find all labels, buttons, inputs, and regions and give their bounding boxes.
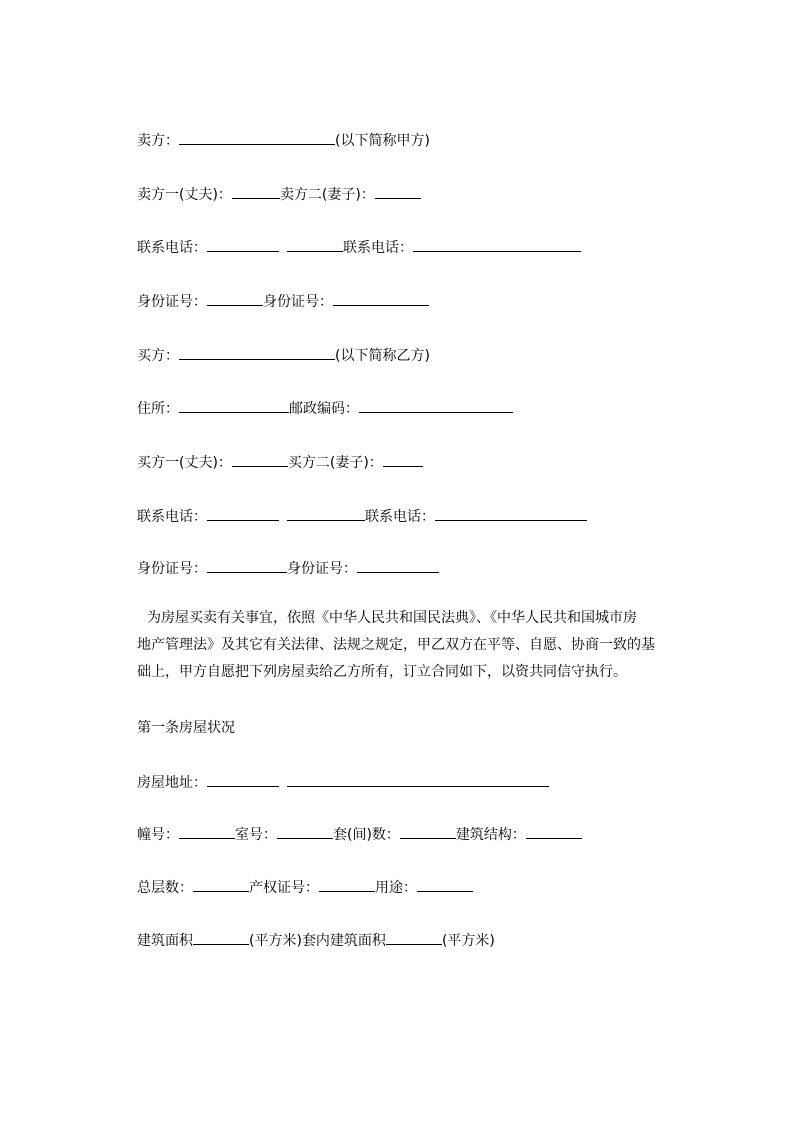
buyer-line: [137, 345, 430, 365]
buyer-address-blank: [179, 398, 289, 413]
seller-suffix: (以下简称甲方): [335, 133, 430, 149]
seller-wife-label: 卖方二(妻子)：: [279, 187, 375, 203]
buyer-postcode-label: 邮政编码：: [289, 401, 359, 417]
seller-id-label: 身份证号：: [137, 294, 207, 310]
seller-line: [137, 130, 430, 150]
deed-label: 产权证号：: [249, 880, 319, 896]
seller-id-blank-2: [333, 291, 429, 306]
buyer-spouse-line: [137, 452, 423, 472]
usage-label: 用途：: [375, 880, 417, 896]
buyer-address-line: [137, 398, 513, 418]
buyer-wife-label: 买方二(妻子)：: [287, 455, 383, 471]
preamble-line-3: 础上，甲方自愿把下列房屋卖给乙方所有，订立合同如下，以资共同信守执行。: [137, 664, 627, 680]
seller-phone-blank-2: [287, 237, 343, 252]
buyer-phone-line: [137, 506, 587, 526]
buyer-phone-label: 联系电话：: [137, 509, 207, 525]
inner-area-unit: (平方米): [441, 933, 495, 949]
building-label: 幢号：: [137, 827, 179, 843]
usage-blank: [417, 877, 473, 892]
buyer-phone-blank: [207, 506, 279, 521]
buyer-wife-blank: [383, 452, 423, 467]
area-unit: (平方米): [249, 933, 302, 949]
house-address-blank: [207, 772, 279, 787]
seller-name-blank: [179, 130, 335, 145]
seller-id-label-2: 身份证号：: [263, 294, 333, 310]
building-info-line: [137, 824, 582, 844]
buyer-phone-blank-2: [287, 506, 365, 521]
seller-phone-label: 联系电话：: [137, 240, 207, 256]
buyer-postcode-blank: [359, 398, 513, 413]
preamble-line-1: 为房屋买卖有关事宜，依照《中华人民共和国民法典》、《中华人民共和国城市房: [147, 610, 637, 626]
seller-label: 卖方：: [137, 133, 179, 149]
area-line: [137, 930, 495, 950]
inner-area-blank: [386, 930, 442, 945]
structure-blank: [526, 824, 582, 839]
house-address-label: 房屋地址：: [137, 775, 207, 791]
area-label: 建筑面积: [137, 933, 193, 949]
structure-label: 建筑结构：: [455, 827, 526, 843]
buyer-husband-label: 买方一(丈夫)：: [137, 455, 232, 471]
floor-info-line: [137, 877, 473, 897]
buyer-id-line: [137, 558, 439, 578]
buyer-name-blank: [179, 345, 335, 360]
room-label: 室号：: [235, 827, 277, 843]
preamble-paragraph: [137, 605, 657, 686]
seller-husband-blank: [232, 184, 280, 199]
buyer-phone-blank-3: [435, 506, 587, 521]
floors-label: 总层数：: [137, 880, 193, 896]
buyer-id-blank-2: [357, 558, 439, 573]
buyer-address-label: 住所：: [137, 401, 179, 417]
house-address-blank-2: [287, 772, 549, 787]
seller-phone-line: [137, 237, 581, 257]
deed-blank: [319, 877, 375, 892]
seller-wife-blank: [375, 184, 421, 199]
buyer-id-label-2: 身份证号：: [287, 561, 357, 577]
inner-area-label: 套内建筑面积: [301, 933, 386, 949]
building-blank: [179, 824, 235, 839]
buyer-id-label: 身份证号：: [137, 561, 207, 577]
buyer-husband-blank: [232, 452, 288, 467]
buyer-id-blank: [207, 558, 287, 573]
preamble-line-2: 地产管理法》及其它有关法律、法规之规定，甲乙双方在平等、自愿、协商一致的基: [137, 637, 655, 653]
seller-id-blank: [207, 291, 263, 306]
house-address-line: [137, 772, 549, 792]
seller-phone-blank-3: [413, 237, 581, 252]
buyer-suffix: (以下简称乙方): [335, 348, 430, 364]
floors-blank: [193, 877, 249, 892]
article-1-title-text: 第一条房屋状况: [137, 720, 235, 736]
units-blank: [400, 824, 456, 839]
buyer-phone-label-2: 联系电话：: [365, 509, 435, 525]
units-label: 套(间)数：: [333, 827, 400, 843]
seller-spouse-line: [137, 184, 421, 204]
buyer-label: 买方：: [137, 348, 179, 364]
area-blank: [193, 930, 249, 945]
seller-id-line: [137, 291, 429, 311]
room-blank: [277, 824, 333, 839]
seller-phone-blank: [207, 237, 279, 252]
seller-husband-label: 卖方一(丈夫)：: [137, 187, 232, 203]
article-1-title: [137, 718, 235, 738]
seller-phone-label-2: 联系电话：: [343, 240, 413, 256]
